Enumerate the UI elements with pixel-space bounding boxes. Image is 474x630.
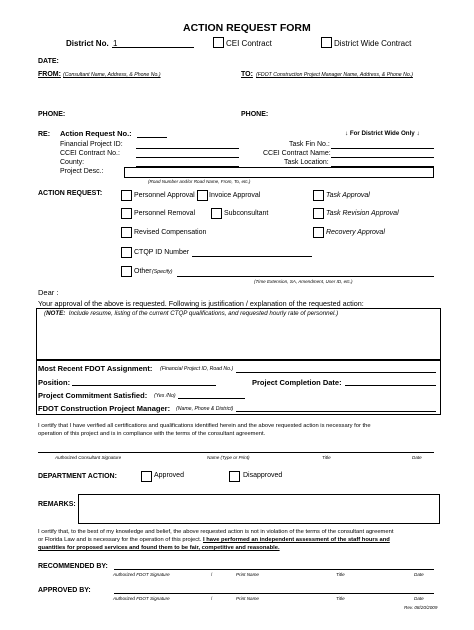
most-recent-field[interactable] (236, 372, 436, 373)
rec-col-sep: / (211, 572, 213, 577)
sig-line-consultant[interactable] (38, 452, 434, 453)
app-col-sep: / (211, 596, 213, 601)
other-checkbox[interactable] (121, 266, 132, 277)
task-approval-checkbox[interactable] (313, 190, 324, 201)
sig1-col-name: Name (Type or Print) (207, 455, 250, 460)
from-hint: (Consultant Name, Address, & Phone No.) (63, 72, 161, 78)
other-label: Other (134, 268, 152, 275)
remarks-label: REMARKS: (38, 501, 76, 508)
other-field[interactable] (177, 276, 434, 277)
district-label: District No. (66, 39, 109, 48)
action-request-no-field[interactable] (137, 137, 167, 138)
sig1-col-title: Title (322, 455, 331, 460)
app-col-title: Title (336, 596, 345, 601)
approved-checkbox[interactable] (141, 471, 152, 482)
date-label: DATE: (38, 58, 59, 65)
to-label: TO: (241, 71, 253, 78)
recovery-approval-checkbox[interactable] (313, 227, 324, 238)
approval-text: Your approval of the above is requested. Following is justification / explanation of the requested action: (38, 299, 364, 308)
completion-date-label: Project Completion Date: (252, 378, 342, 387)
most-recent-label: Most Recent FDOT Assignment: (38, 364, 153, 373)
disapproved-checkbox[interactable] (229, 471, 240, 482)
task-revision-approval-label: Task Revision Approval (326, 210, 399, 217)
approved-sig-line[interactable] (114, 593, 434, 594)
subconsultant-checkbox[interactable] (211, 208, 222, 219)
re-label: RE: (38, 131, 51, 138)
position-field[interactable] (72, 385, 216, 386)
to-hint: (FDOT Construction Project Manager Name, Address, & Phone No.) (256, 72, 413, 78)
road-hint: (Road Number and/or Road Name, From, To, etc.) (148, 179, 251, 184)
app-col-date: Date (414, 596, 424, 601)
commitment-label: Project Commitment Satisfied: (38, 391, 148, 400)
most-recent-hint: (Financial Project ID, Road No.) (160, 366, 234, 372)
certify1-line2: operation of this project and is in compliance with the terms of the consultant agreement. (38, 431, 266, 437)
personnel-approval-checkbox[interactable] (121, 190, 132, 201)
recommended-sig-line[interactable] (114, 569, 434, 570)
district-wide-label: District Wide Contract (334, 39, 412, 48)
task-revision-approval-checkbox[interactable] (313, 208, 324, 219)
ccei-contract-name-field[interactable] (331, 157, 434, 158)
approved-by-label: APPROVED BY: (38, 587, 91, 594)
financial-project-id-field[interactable] (136, 148, 239, 149)
cei-contract-label: CEI Contract (226, 39, 272, 48)
revision-label: Rev. 08/20/2009 (404, 605, 438, 610)
invoice-approval-label: Invoice Approval (209, 192, 261, 199)
commitment-field[interactable] (178, 398, 245, 399)
certify2-line3: quantities for proposed services and found them to be fair, competitive and reasonable. (38, 545, 280, 551)
completion-date-field[interactable] (345, 385, 436, 386)
dear-label: Dear : (38, 288, 59, 297)
certify1-line1: I certify that I have verified all certifications and qualifications identified herein and the above requested action is necessary for the (38, 423, 371, 429)
ctqp-id-number-field[interactable] (192, 256, 312, 257)
ccei-contract-no-label: CCEI Contract No.: (60, 150, 120, 157)
form-title: ACTION REQUEST FORM (183, 22, 311, 34)
project-desc-label: Project Desc.: (60, 168, 104, 175)
recommended-by-label: RECOMMENDED BY: (38, 563, 108, 570)
certify2-line1: I certify that, to the best of my knowledge and belief, the above requested action is not in violation of the terms of the consultant agreement (38, 529, 394, 535)
ctqp-id-number-checkbox[interactable] (121, 247, 132, 258)
action-request-no-label: Action Request No.: (60, 129, 132, 138)
personnel-approval-label: Personnel Approval (134, 192, 195, 199)
rec-col-signature: Authorized FDOT Signature (113, 572, 170, 577)
district-wide-checkbox[interactable] (321, 37, 332, 48)
ccei-contract-name-label: CCEI Contract Name: (263, 150, 331, 157)
fdot-pm-label: FDOT Construction Project Manager: (38, 404, 171, 413)
personnel-removal-label: Personnel Removal (134, 210, 196, 217)
rec-col-title: Title (336, 572, 345, 577)
county-label: County: (60, 159, 85, 166)
certify2-line2: or Florida Law and is necessary for the operation of this project. I have performed an independent assessment of the staff hours and (38, 537, 390, 543)
approved-label: Approved (154, 472, 184, 479)
task-fin-no-label: Task Fin No.: (289, 141, 330, 148)
note-text: (NOTE: Include resume, listing of the current CTQP qualifications, and requested hourly rate of personnel.) (44, 310, 339, 317)
subconsultant-label: Subconsultant (224, 210, 269, 217)
task-location-label: Task Location: (284, 159, 329, 166)
remarks-box[interactable] (78, 494, 440, 524)
action-request-label: ACTION REQUEST: (38, 190, 103, 197)
task-fin-no-field[interactable] (331, 148, 434, 149)
fdot-pm-field[interactable] (236, 411, 436, 412)
disapproved-label: Disapproved (243, 472, 283, 479)
invoice-approval-checkbox[interactable] (197, 190, 208, 201)
phone-left-label: PHONE: (38, 111, 66, 118)
for-district-wide-label: ↓ For District Wide Only ↓ (345, 130, 420, 137)
ctqp-id-number-label: CTQP ID Number (134, 249, 190, 256)
recovery-approval-label: Recovery Approval (326, 229, 385, 236)
district-value[interactable]: 1 (113, 39, 118, 48)
financial-project-id-label: Financial Project ID: (60, 141, 123, 148)
district-underline (112, 47, 194, 48)
ccei-contract-no-field[interactable] (136, 157, 239, 158)
app-col-name: Print Name (236, 596, 259, 601)
position-label: Position: (38, 378, 71, 387)
time-hint: (Time Extension, SA, Amendment, User ID, etc.) (254, 279, 353, 284)
phone-right-label: PHONE: (241, 111, 269, 118)
rec-col-name: Print Name (236, 572, 259, 577)
app-col-signature: Authorized FDOT Signature (113, 596, 170, 601)
cei-contract-checkbox[interactable] (213, 37, 224, 48)
sig1-col-date: Date (412, 455, 422, 460)
commitment-hint: (Yes /No) (154, 393, 176, 399)
other-specify-hint: (Specify) (152, 269, 173, 275)
revised-compensation-checkbox[interactable] (121, 227, 132, 238)
revised-compensation-label: Revised Compensation (134, 229, 207, 236)
from-label: FROM: (38, 71, 61, 78)
task-approval-label: Task Approval (326, 192, 370, 199)
project-desc-field[interactable] (124, 167, 434, 178)
fdot-pm-hint: (Name, Phone & District) (176, 406, 234, 412)
department-action-label: DEPARTMENT ACTION: (38, 473, 117, 480)
personnel-removal-checkbox[interactable] (121, 208, 132, 219)
rec-col-date: Date (414, 572, 424, 577)
sig1-col-signature: Authorized Consultant Signature (55, 455, 122, 460)
